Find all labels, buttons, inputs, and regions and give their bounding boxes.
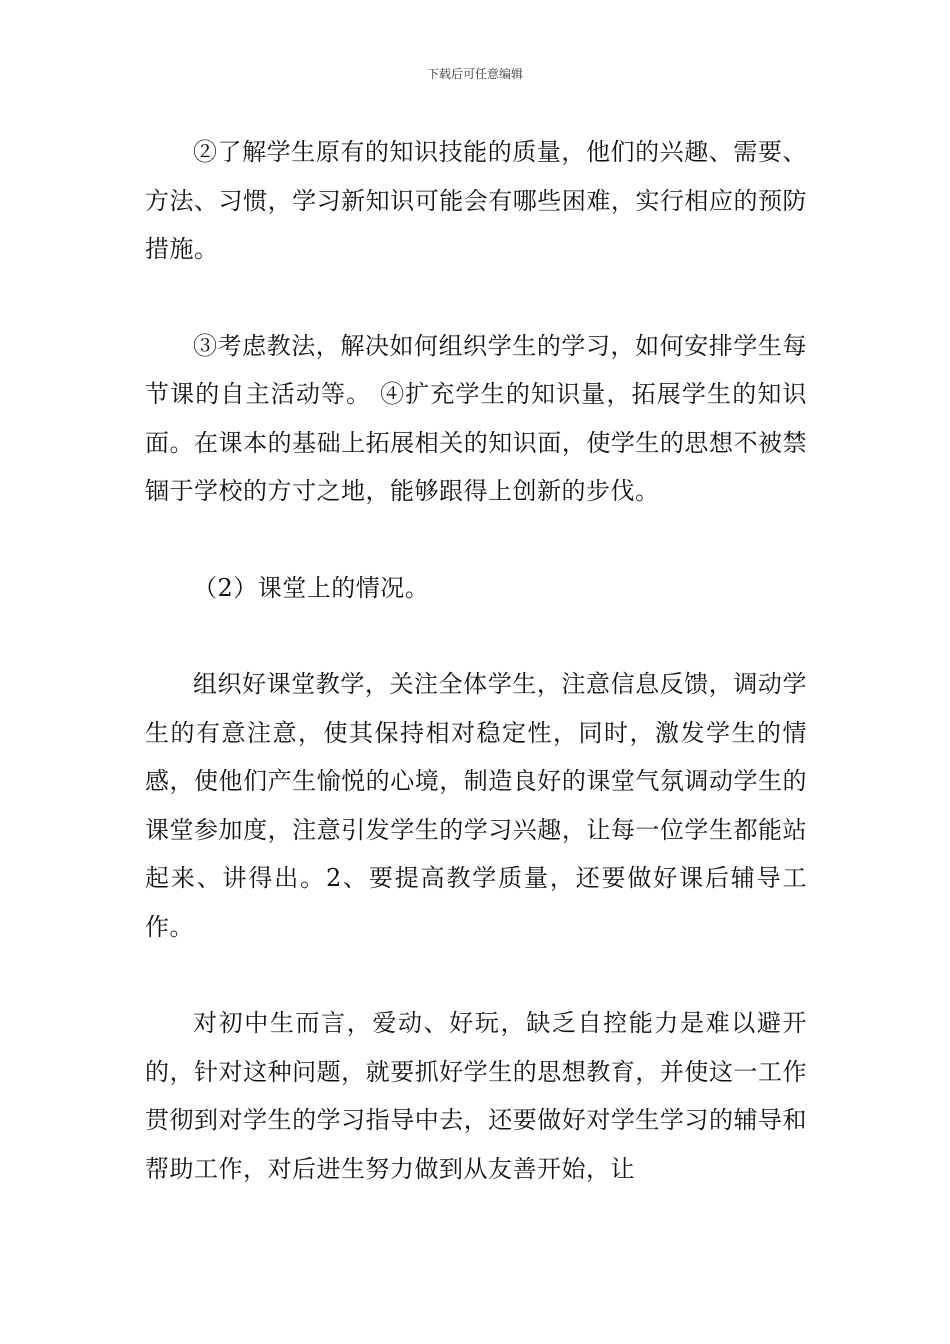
page-header: 下载后可任意编辑 xyxy=(426,67,523,81)
paragraph-gap xyxy=(145,516,807,564)
paragraph-understand-students: ②了解学生原有的知识技能的质量，他们的兴趣、需要、方法、习惯，学习新知识可能会有哪些困难，实行相应的预防措施。 xyxy=(145,138,807,263)
paragraph-classroom-teaching: 组织好课堂教学，关注全体学生，注意信息反馈，调动学生的有意注意，使其保持相对稳定性，同时，激发学生的情感，使他们产生愉悦的心境，制造良好的课堂气氛调动学生的课堂参加度，注意引发学生的学习兴趣，让每一位学生都能站起来、讲得出。2、要提高教学质量，还要做好课后辅导工作。 xyxy=(145,670,807,941)
paragraph-gap xyxy=(145,612,807,660)
document-body xyxy=(145,128,807,1193)
section-heading-classroom: （2）课堂上的情况。 xyxy=(193,573,430,602)
paragraph-teaching-methods: ③考虑教法，解决如何组织学生的学习，如何安排学生每节课的自主活动等。 ④扩充学生的知识量，拓展学生的知识面。在课本的基础上拓展相关的知识面，使学生的思想不被禁锢于学校的方寸之地，能够跟得上创新的步伐。 xyxy=(145,331,807,505)
paragraph-student-guidance: 对初中生而言，爱动、好玩，缺乏自控能力是难以避开的，针对这种问题，就要抓好学生的思想教育，并使这一工作贯彻到对学生的学习指导中去，还要做好对学生学习的辅导和帮助工作，对后进生努力做到从友善开始，让 xyxy=(145,1009,807,1183)
paragraph-gap xyxy=(145,951,807,999)
paragraph-gap xyxy=(145,274,807,322)
